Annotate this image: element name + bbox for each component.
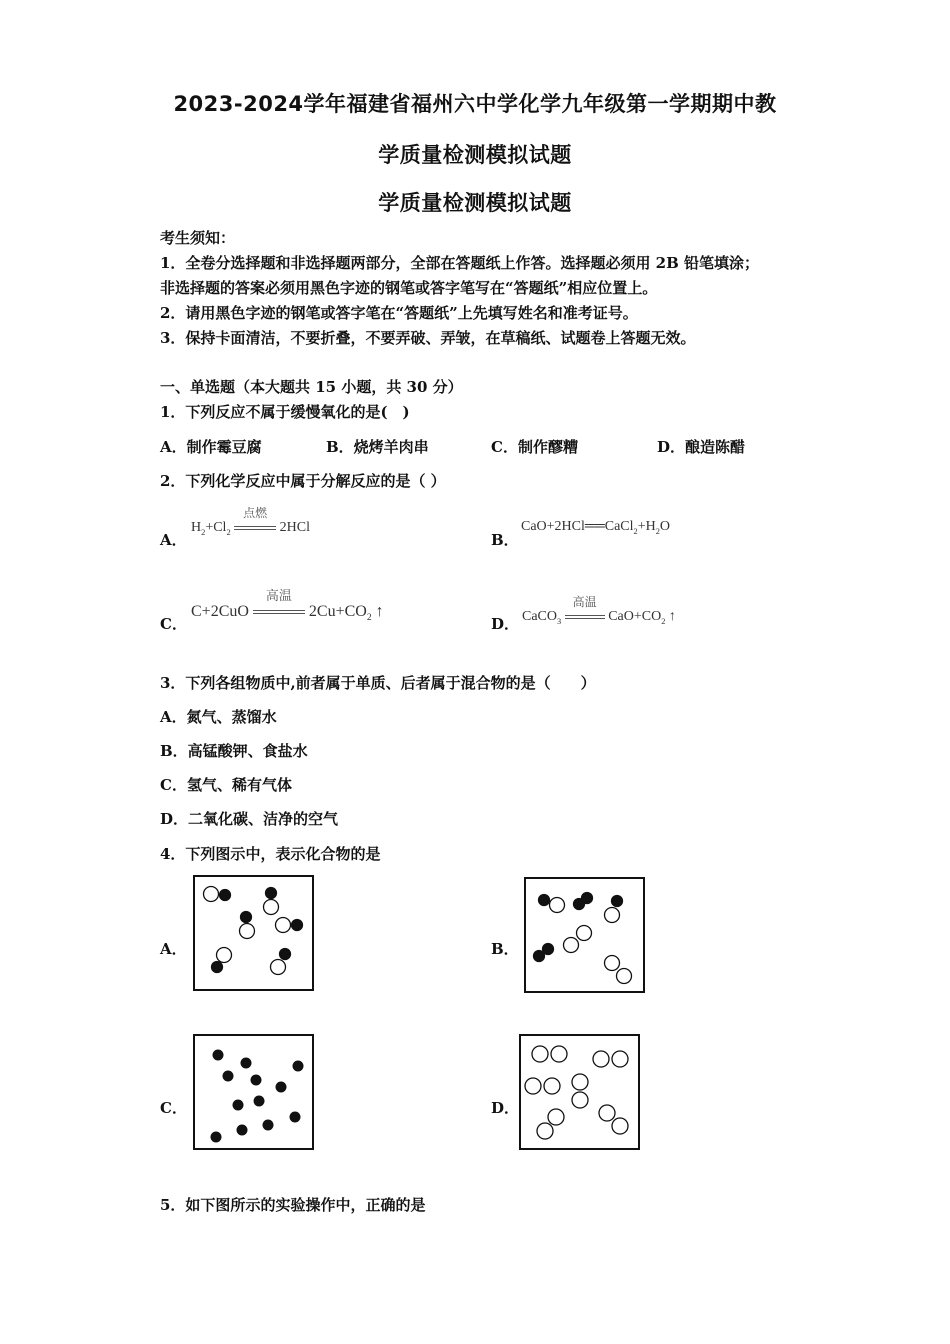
q2-label-c: C． bbox=[160, 615, 187, 633]
eq-a-cl: +Cl bbox=[205, 520, 227, 535]
q4-diagram-b bbox=[524, 877, 645, 993]
notice-item-1b: 非选择题的答案必须用黑色字迹的钢笔或答字笔写在“答题纸”相应位置上。 bbox=[160, 279, 658, 297]
gas-arrow-icon: ↑ bbox=[375, 603, 384, 620]
eq-c-products: 2Cu+CO bbox=[308, 603, 367, 620]
notice-item-3: 3．保持卡面清洁，不要折叠，不要弄破、弄皱，在草稿纸、试题卷上答题无效。 bbox=[160, 329, 696, 347]
eq-sub: 3 bbox=[557, 616, 562, 626]
q2-equation-a bbox=[191, 506, 310, 537]
q4-stem: 4．下列图示中，表示化合物的是 bbox=[160, 845, 381, 863]
q1-option-a: A．制作霉豆腐 bbox=[160, 438, 262, 456]
q4-diagram-d bbox=[519, 1034, 640, 1150]
notice-heading: 考生须知： bbox=[160, 229, 236, 247]
q2-label-b: B． bbox=[491, 531, 519, 549]
gas-arrow-icon: ↑ bbox=[668, 609, 676, 624]
eq-sub: 2 bbox=[655, 526, 660, 536]
condition-label: 高温 bbox=[572, 595, 597, 609]
eq-sub: 2 bbox=[633, 526, 638, 536]
condition-high-temp bbox=[253, 588, 305, 621]
eq-c-reactants: C+2CuO bbox=[191, 603, 249, 620]
eq-a-product: 2HCl bbox=[279, 520, 310, 535]
eq-a-h: H bbox=[191, 520, 202, 535]
q1-option-d: D．酿造陈醋 bbox=[657, 438, 746, 456]
eq-sub: 2 bbox=[201, 527, 206, 537]
q4-diagram-a bbox=[193, 875, 314, 991]
eq-sub: 2 bbox=[661, 616, 666, 626]
eq-b-reactants: CaO+2HCl bbox=[521, 519, 585, 534]
q4-diagram-c bbox=[193, 1034, 314, 1150]
q3-option-c: C．氢气、稀有气体 bbox=[160, 776, 292, 794]
notice-item-1a: 1．全卷分选择题和非选择题两部分，全部在答题纸上作答。选择题必须用 2B 铅笔填涂； bbox=[160, 254, 760, 272]
page-title-line2: 学质量检测模拟试题 bbox=[378, 143, 572, 167]
q3-option-b: B．高锰酸钾、食盐水 bbox=[160, 742, 308, 760]
eq-b-o: O bbox=[659, 519, 671, 534]
q1-option-b: B．烧烤羊肉串 bbox=[326, 438, 429, 456]
q3-stem: 3．下列各组物质中,前者属于单质、后者属于混合物的是（ ） bbox=[160, 674, 596, 692]
q2-label-a: A． bbox=[160, 531, 187, 549]
q1-option-c: C．制作醪糟 bbox=[491, 438, 578, 456]
eq-b-cacl: CaCl bbox=[604, 519, 634, 534]
condition-high-temp bbox=[565, 595, 605, 625]
q5-stem: 5．如下图所示的实验操作中，正确的是 bbox=[160, 1196, 426, 1214]
q4-label-c: C． bbox=[160, 1099, 187, 1117]
eq-b-equals: ══ bbox=[584, 519, 605, 534]
condition-label: 高温 bbox=[265, 588, 292, 603]
q4-label-d: D． bbox=[491, 1099, 520, 1117]
eq-d-products: CaO+CO bbox=[608, 609, 662, 624]
q2-equation-d bbox=[522, 595, 676, 626]
q2-label-d: D． bbox=[491, 615, 520, 633]
eq-sub: 2 bbox=[366, 612, 372, 624]
notice-item-2: 2．请用黑色字迹的钢笔或答字笔在“答题纸”上先填写姓名和准考证号。 bbox=[160, 304, 638, 322]
page-title-line3: 学质量检测模拟试题 bbox=[378, 191, 572, 215]
q3-option-d: D．二氧化碳、洁净的空气 bbox=[160, 810, 339, 828]
page-title: 2023-2024学年福建省福州六中学化学九年级第一学期期中教 bbox=[173, 92, 777, 116]
section-heading: 一、单选题（本大题共 15 小题，共 30 分） bbox=[160, 378, 463, 396]
q4-label-b: B． bbox=[491, 940, 519, 958]
eq-d-reactant: CaCO bbox=[522, 609, 557, 624]
q4-label-a: A． bbox=[160, 940, 187, 958]
eq-b-h: +H bbox=[637, 519, 656, 534]
q2-equation-b bbox=[521, 519, 670, 536]
condition-label: 点燃 bbox=[243, 506, 268, 520]
condition-ignite bbox=[234, 506, 276, 536]
eq-sub: 2 bbox=[226, 527, 231, 537]
q2-stem: 2．下列化学反应中属于分解反应的是（ ） bbox=[160, 472, 446, 490]
q2-equation-c bbox=[191, 588, 384, 624]
q1-stem: 1．下列反应不属于缓慢氧化的是( ) bbox=[160, 403, 410, 421]
q3-option-a: A．氮气、蒸馏水 bbox=[160, 708, 277, 726]
